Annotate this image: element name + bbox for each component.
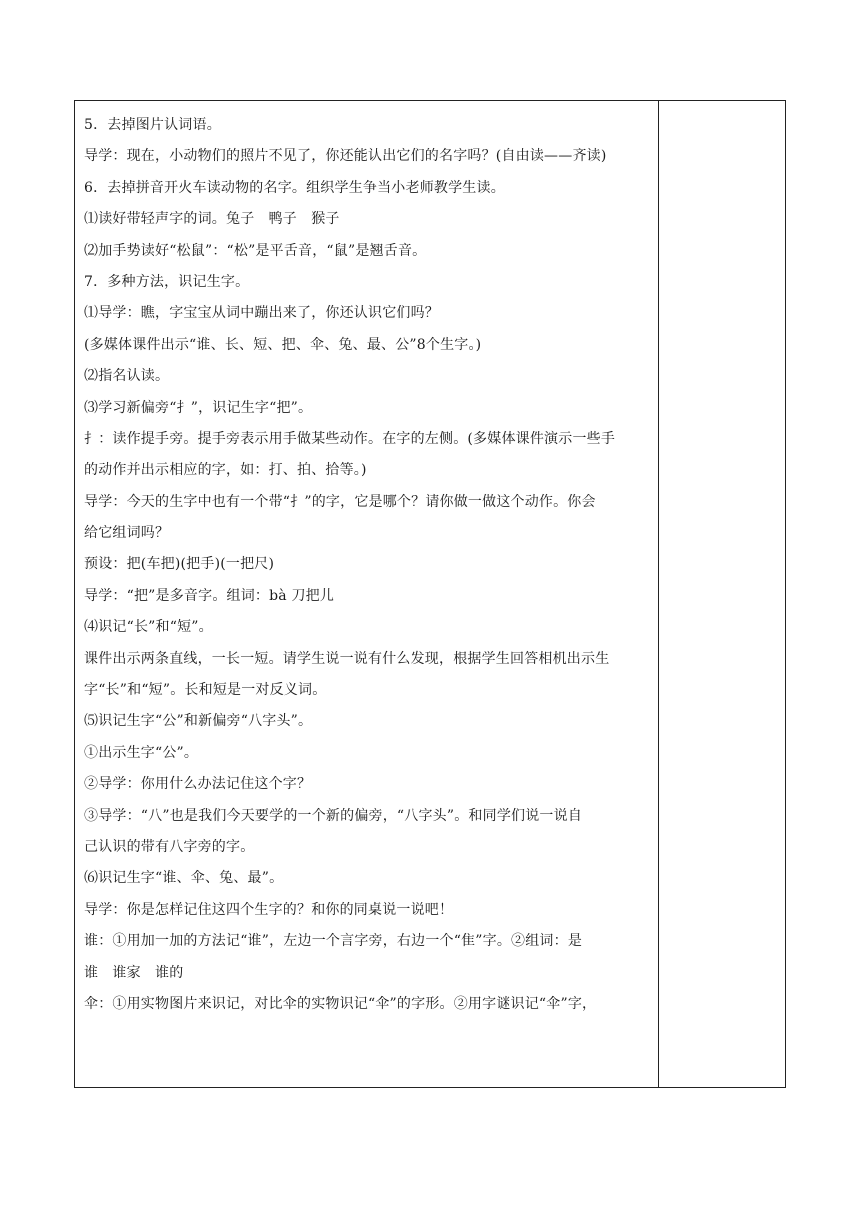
content-line: ①出示生字“公”。 [84, 744, 199, 761]
content-line: (多媒体课件出示“谁、长、短、把、伞、兔、最、公”8个生字。) [84, 336, 482, 353]
content-line: ⑸识记生字“公”和新偏旁“八字头”。 [84, 713, 313, 730]
content-line: ③导学：“八”也是我们今天要学的一个新的偏旁，“八字头”。和同学们说一说自 [84, 807, 583, 824]
content-line: 预设：把(车把)(把手)(一把尺) [84, 556, 275, 573]
content-line: ⑴读好带轻声字的词。兔子 鸭子 猴子 [84, 211, 340, 228]
content-line: 伞：①用实物图片来识记，对比伞的实物识记“伞”的字形。②用字谜识记“伞”字， [84, 995, 597, 1012]
content-line: 6．去掉拼音开火车读动物的名字。组织学生争当小老师教学生读。 [84, 179, 505, 196]
content-line: 己认识的带有八字旁的字。 [84, 838, 255, 855]
content-line: ⑴导学：瞧，字宝宝从词中蹦出来了，你还认识它们吗？ [84, 305, 439, 322]
content-line: 5．去掉图片认词语。 [84, 117, 221, 133]
content-line: 谁：①用加一加的方法记“谁”，左边一个言字旁，右边一个“隹”字。②组词：是 [84, 933, 583, 950]
content-line: 扌：读作提手旁。提手旁表示用手做某些动作。在字的左侧。(多媒体课件演示一些手 [84, 430, 616, 447]
content-line: 7．多种方法，识记生字。 [84, 273, 250, 290]
content-line: 课件出示两条直线，一长一短。请学生说一说有什么发现，根据学生回答相机出示生 [84, 650, 610, 667]
content-line: 导学：现在，小动物们的照片不见了，你还能认出它们的名字吗？(自由读——齐读) [84, 148, 607, 165]
content-line: 导学：今天的生字中也有一个带“扌”的字，它是哪个？请你做一做这个动作。你会 [84, 493, 596, 510]
content-line: 给它组词吗？ [84, 525, 170, 542]
content-line: ②导学：你用什么办法记住这个字？ [84, 776, 312, 793]
content-line: 的动作并出示相应的字，如：打、拍、拾等。) [84, 462, 367, 479]
lesson-content-cell [75, 101, 659, 1087]
content-line: 谁 谁家 谁的 [84, 964, 184, 981]
content-line: ⑶学习新偏旁“扌”，识记生字“把”。 [84, 399, 313, 416]
content-line: ⑵指名认读。 [84, 368, 170, 385]
lesson-table [74, 100, 786, 1088]
content-line: 导学：你是怎样记住这四个生字的？和你的同桌说一说吧！ [84, 901, 454, 918]
content-line: ⑵加手势读好“松鼠”：“松”是平舌音，“鼠”是翘舌音。 [84, 242, 427, 259]
content-line: 字“长”和“短”。长和短是一对反义词。 [84, 682, 327, 699]
content-line: ⑹识记生字“谁、伞、兔、最”。 [84, 870, 284, 887]
notes-cell [659, 101, 785, 1087]
content-line: 导学：“把”是多音字。组词：bà 刀把儿 [84, 587, 335, 604]
content-line: ⑷识记“长”和“短”。 [84, 619, 213, 636]
